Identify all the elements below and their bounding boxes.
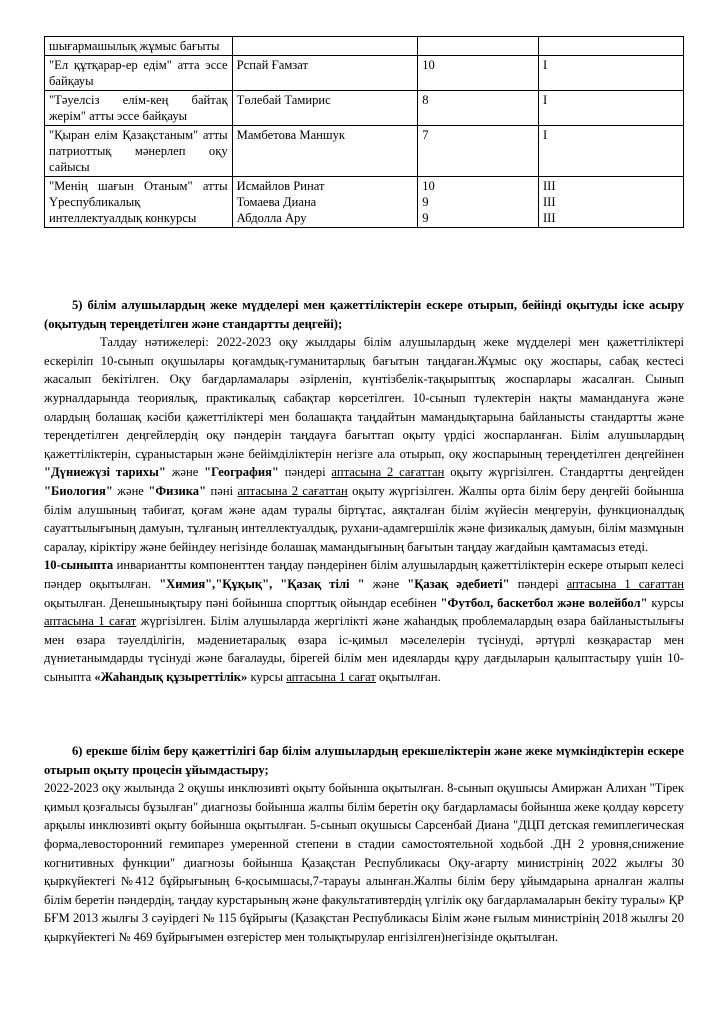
grade-cell <box>418 91 539 126</box>
place-value: III <box>542 179 556 193</box>
achievements-table <box>44 36 684 228</box>
names-cell <box>232 91 418 126</box>
section-5-paragraph-2: 10-сыныпта инвариантты компоненттен таңдау пәндерінен білім алушылардың қажеттіліктерін ескере отырып келесі пәндер оқытылған. "Химия","Құқық", "Қазақ тілі " және "Қазақ әдебиеті" пәндері аптасына 1 сағаттан оқытылған. Денешынықтыру пәні бойынша спорттық ойындар есебінен "Футбол, баскетбол және волейбол" курсы аптасына 1 сағат жүргізілген. Білім алушыларда жергілікті және жаһандық проблемалардың өзара байланыстылығы мен өзара тәуелділігін, мәдениетаралық өзара іс-қимыл мәселелерін түсінуді, әртүрлі көзқарастар мен дүниетанымдарды түсінуді және бағалауды, бірегей білім мен идеяларды құру дағдыларын қалыптастыру үшін 10-сыныпта «Жаһандық құзыреттілік» курсы аптасына 1 сағат оқытылған. <box>44 558 685 684</box>
grade-cell <box>418 126 539 177</box>
student-name: Мамбетова Маншук <box>236 128 346 142</box>
event-cell <box>45 37 233 56</box>
grade-value: 10 <box>422 179 435 193</box>
grade-value: 9 <box>422 195 429 209</box>
event-cell <box>45 177 233 228</box>
grade-cell <box>418 177 539 228</box>
table-row <box>45 177 684 228</box>
table-row <box>45 91 684 126</box>
names-cell <box>232 177 418 228</box>
section-6 <box>44 742 684 947</box>
table-row <box>45 37 684 56</box>
grade-cell <box>418 56 539 91</box>
grade-cell <box>418 37 539 56</box>
place-cell <box>538 177 683 228</box>
event-text: шығармашылық жұмыс бағыты <box>49 39 220 53</box>
section-5-heading: 5) білім алушылардың жеке мүдделері мен қажеттіліктерін ескере отырып, бейінді оқытуды іске асыру (оқытудың тереңдетілген және стандартты деңгейі); <box>44 298 684 331</box>
place-value: I <box>542 128 548 142</box>
table-row <box>45 56 684 91</box>
event-text: "Менің шағын Отаным" атты Үреспубликалық интеллектуалдық конкурсы <box>49 179 228 225</box>
place-cell <box>538 37 683 56</box>
section-6-heading: 6) ерекше білім беру қажеттілігі бар білім алушылардың ерекшеліктерін және жеке мүмкіндіктерін ескере отырып оқыту процесін ұйымдастыру; <box>44 744 684 777</box>
table-row <box>45 126 684 177</box>
section-5 <box>44 296 684 686</box>
section-5-paragraph-1: Талдау нәтижелері: 2022-2023 оқу жылдары білім алушылардың жеке мүдделері мен қажеттіліктері ескеріліп 10-сынып оқушылары қоғамдық-гуманитарлық бағытын таңдаған.Жұмыс оқу жоспары, сабақ кестесі жасалып бекітілген. Оқу бағдарламалары әзірленіп, күнтізбелік-тақырыптық жоспарлары жасалған. Сынып журналдарында теориялық, практикалық сабақтар көрсетілген. 10-сынып түлектерін нақты мамандануға және олардың болашақ кәсіби қажеттіліктері мен болашақта таңдайтын мамандықтарына байланысты стандартты және тереңдетілген деңгейлердің оқу пәндерін таңдауға бағыттап оқыту үрдісі жоспарланған. Білім алушылардың қажеттіліктерін, сұраныстарын және бейімділіктерін негізге ала отырып, оқу жоспарының тереңдетілген деңгейінен "Дүниежүзі тарихы" және "География" пәндері аптасына 2 сағаттан оқыту жүргізілген. Стандартты деңгейден "Биология" және "Физика" пәні аптасына 2 сағаттан оқыту жүргізілген. Жалпы орта білім беру деңгейі бойынша білім алушының табиғат, қоғам және адам туралы біртұтас, аяқталған білім жүйесін меңгеруін, функционалдық сауаттылығының дамуын, тұлғаның интеллектуалдық, рухани-адамгершілік және физикалық дамуын, білім мазмұнын саралау, кіріктіру және бейіндеу негізінде болашақ мамандығының бағытын таңдау жағдайын қамтамасыз етеді. <box>44 335 685 554</box>
student-name: Рспай Ғамзат <box>236 58 309 72</box>
event-text: "Тәуелсіз елім-кең байтақ жерім" атты эссе байқауы <box>49 93 228 123</box>
student-name: Томаева Диана <box>236 195 317 209</box>
student-name: Төлебай Тамирис <box>236 93 331 107</box>
place-value: III <box>542 195 556 209</box>
student-name: Исмайлов Ринат <box>236 179 325 193</box>
place-value: I <box>542 58 548 72</box>
place-value: I <box>542 93 548 107</box>
names-cell <box>232 37 418 56</box>
grade-value: 8 <box>422 93 429 107</box>
place-cell <box>538 126 683 177</box>
event-text: "Қыран елім Қазақстаным" атты патриоттық мәнерлеп оқу сайысы <box>49 128 228 174</box>
event-cell <box>45 56 233 91</box>
grade-value: 9 <box>422 211 429 225</box>
student-name: Абдолла Ару <box>236 211 307 225</box>
event-text: "Ел құтқарар-ер едім" атта эссе байқауы <box>49 58 228 88</box>
names-cell <box>232 56 418 91</box>
event-cell <box>45 126 233 177</box>
grade-value: 7 <box>422 128 429 142</box>
section-6-paragraph-1: 2022-2023 оқу жылында 2 оқушы инклюзивті оқыту бойынша оқытылған. 8-сынып оқушысы Амиржан Алихан "Тірек қимыл қозғалысы бұзылған" диагнозы бойынша жалпы білім беретін оқу бағдарламасы бойынша жеке қолдау көрсету арқылы инклюзивті оқыту бойынша оқытылған. 5-сынып оқушысы Сарсенбай Диана "ДЦП детская гемиплегическая форма,левосторонний гемипарез умеренной степени в стадии самостоятельной ходьбой .ДН 2 уровня,снижение когнитивных функции" диагнозы бойынша Қазақстан Республикасы Оқу-ағарту министрінің 2022 жылғы 30 қыркүйектегі №412 бұйрығының 6-қосымшасы,7-тарауы алынған.Жалпы білім беру ұйымдарына арналған жалпы білім беретін пәндердің, таңдау курстарының және факультативтердің үлгілік оқу бағдарламаларын бекіту туралы» ҚР БҒМ 2013 жылғы 3 сәуірдегі № 115 бұйрығы (Қазақстан Республикасы Білім және ғылым министрінің 2018 жылғы 20 қыркүйектегі № 469 бұйрығымен өзгерістер мен толықтырулар енгізілген)негізінде оқытылған. <box>44 781 684 944</box>
place-cell <box>538 91 683 126</box>
place-value: III <box>542 211 556 225</box>
place-cell <box>538 56 683 91</box>
names-cell <box>232 126 418 177</box>
event-cell <box>45 91 233 126</box>
grade-value: 10 <box>422 58 435 72</box>
